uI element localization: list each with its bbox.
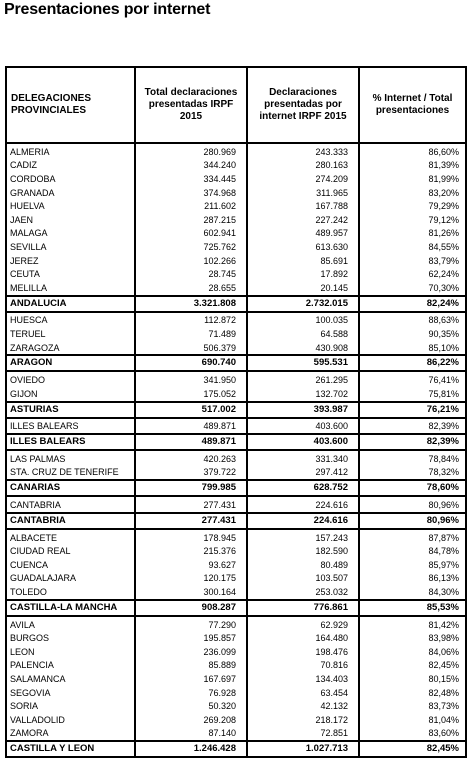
cell-declaraciones-internet: 243.333 (247, 143, 359, 159)
cell-total-declaraciones: 195.857 (135, 631, 247, 645)
table-row (6, 199, 466, 213)
cell-porcentaje-internet: 76,21% (359, 402, 466, 418)
cell-total-declaraciones: 690.740 (135, 355, 247, 371)
cell-total-declaraciones: 236.099 (135, 645, 247, 659)
cell-total-declaraciones: 215.376 (135, 544, 247, 558)
cell-declaraciones-internet: 134.403 (247, 672, 359, 686)
table-row (6, 572, 466, 586)
cell-total-declaraciones: 334.445 (135, 172, 247, 186)
table-row (6, 281, 466, 296)
table-row (6, 418, 466, 435)
cell-delegacion: ALMERIA (6, 143, 135, 159)
cell-declaraciones-internet: 430.908 (247, 341, 359, 356)
cell-delegacion: ZAMORA (6, 727, 135, 742)
table-row (6, 699, 466, 713)
table-row (6, 544, 466, 558)
total-row (6, 402, 466, 418)
cell-declaraciones-internet: 403.600 (247, 434, 359, 450)
cell-porcentaje-internet: 82,48% (359, 686, 466, 700)
cell-porcentaje-internet: 85,53% (359, 600, 466, 616)
cell-total-declaraciones: 277.431 (135, 496, 247, 513)
cell-delegacion: ILLES BALEARS (6, 434, 135, 450)
cell-delegacion: SORIA (6, 699, 135, 713)
cell-declaraciones-internet: 17.892 (247, 267, 359, 281)
cell-porcentaje-internet: 79,29% (359, 199, 466, 213)
cell-declaraciones-internet: 297.412 (247, 466, 359, 481)
cell-delegacion: ILLES BALEARS (6, 418, 135, 435)
cell-declaraciones-internet: 64.588 (247, 327, 359, 341)
cell-declaraciones-internet: 224.616 (247, 496, 359, 513)
cell-total-declaraciones: 280.969 (135, 143, 247, 159)
cell-porcentaje-internet: 83,20% (359, 186, 466, 200)
cell-declaraciones-internet: 253.032 (247, 585, 359, 600)
table-row (6, 267, 466, 281)
cell-total-declaraciones: 269.208 (135, 713, 247, 727)
cell-total-declaraciones: 799.985 (135, 480, 247, 496)
cell-delegacion: VALLADOLID (6, 713, 135, 727)
cell-porcentaje-internet: 81,42% (359, 616, 466, 632)
table-row (6, 327, 466, 341)
cell-delegacion: ZARAGOZA (6, 341, 135, 356)
cell-declaraciones-internet: 489.957 (247, 227, 359, 241)
cell-porcentaje-internet: 84,30% (359, 585, 466, 600)
cell-total-declaraciones: 489.871 (135, 418, 247, 435)
cell-declaraciones-internet: 62.929 (247, 616, 359, 632)
cell-porcentaje-internet: 86,22% (359, 355, 466, 371)
cell-declaraciones-internet: 1.027.713 (247, 741, 359, 757)
cell-porcentaje-internet: 78,60% (359, 480, 466, 496)
cell-declaraciones-internet: 42.132 (247, 699, 359, 713)
header-delegaciones: DELEGACIONES PROVINCIALES (6, 67, 135, 143)
cell-delegacion: OVIEDO (6, 371, 135, 387)
cell-porcentaje-internet: 82,39% (359, 418, 466, 435)
cell-total-declaraciones: 908.287 (135, 600, 247, 616)
total-row (6, 296, 466, 312)
cell-porcentaje-internet: 80,15% (359, 672, 466, 686)
cell-total-declaraciones: 93.627 (135, 558, 247, 572)
cell-delegacion: ANDALUCIA (6, 296, 135, 312)
table-row (6, 496, 466, 513)
cell-delegacion: LEON (6, 645, 135, 659)
cell-declaraciones-internet: 100.035 (247, 312, 359, 328)
cell-declaraciones-internet: 311.965 (247, 186, 359, 200)
cell-declaraciones-internet: 224.616 (247, 513, 359, 529)
table-row (6, 672, 466, 686)
cell-declaraciones-internet: 393.987 (247, 402, 359, 418)
cell-total-declaraciones: 102.266 (135, 254, 247, 268)
table-row (6, 616, 466, 632)
cell-total-declaraciones: 506.379 (135, 341, 247, 356)
cell-total-declaraciones: 28.745 (135, 267, 247, 281)
cell-declaraciones-internet: 218.172 (247, 713, 359, 727)
cell-declaraciones-internet: 261.295 (247, 371, 359, 387)
table-row (6, 143, 466, 159)
table-row (6, 529, 466, 545)
cell-delegacion: CUENCA (6, 558, 135, 572)
cell-porcentaje-internet: 87,87% (359, 529, 466, 545)
cell-delegacion: CANTABRIA (6, 496, 135, 513)
cell-delegacion: SALAMANCA (6, 672, 135, 686)
header-total-declaraciones: Total declaraciones presentadas IRPF 2015 (135, 67, 247, 143)
cell-declaraciones-internet: 331.340 (247, 450, 359, 466)
cell-porcentaje-internet: 86,60% (359, 143, 466, 159)
cell-porcentaje-internet: 82,45% (359, 659, 466, 673)
page-title: Presentaciones por internet (4, 1, 211, 18)
total-row (6, 480, 466, 496)
table-row (6, 172, 466, 186)
cell-declaraciones-internet: 70.816 (247, 659, 359, 673)
cell-declaraciones-internet: 613.630 (247, 240, 359, 254)
cell-delegacion: CORDOBA (6, 172, 135, 186)
total-row (6, 513, 466, 529)
cell-declaraciones-internet: 157.243 (247, 529, 359, 545)
cell-delegacion: SEVILLA (6, 240, 135, 254)
cell-delegacion: HUELVA (6, 199, 135, 213)
cell-porcentaje-internet: 78,84% (359, 450, 466, 466)
cell-delegacion: ALBACETE (6, 529, 135, 545)
cell-porcentaje-internet: 82,45% (359, 741, 466, 757)
table-row (6, 713, 466, 727)
cell-porcentaje-internet: 70,30% (359, 281, 466, 296)
cell-declaraciones-internet: 63.454 (247, 686, 359, 700)
cell-total-declaraciones: 211.602 (135, 199, 247, 213)
cell-total-declaraciones: 112.872 (135, 312, 247, 328)
table-header-row (6, 67, 466, 143)
cell-porcentaje-internet: 83,60% (359, 727, 466, 742)
cell-delegacion: CIUDAD REAL (6, 544, 135, 558)
cell-declaraciones-internet: 628.752 (247, 480, 359, 496)
cell-declaraciones-internet: 85.691 (247, 254, 359, 268)
cell-porcentaje-internet: 90,35% (359, 327, 466, 341)
table-row (6, 659, 466, 673)
cell-total-declaraciones: 1.246.428 (135, 741, 247, 757)
cell-total-declaraciones: 379.722 (135, 466, 247, 481)
cell-porcentaje-internet: 81,26% (359, 227, 466, 241)
cell-porcentaje-internet: 75,81% (359, 387, 466, 402)
cell-porcentaje-internet: 85,97% (359, 558, 466, 572)
table-row (6, 254, 466, 268)
cell-delegacion: ASTURIAS (6, 402, 135, 418)
table-row (6, 727, 466, 742)
cell-porcentaje-internet: 86,13% (359, 572, 466, 586)
total-row (6, 600, 466, 616)
cell-total-declaraciones: 50.320 (135, 699, 247, 713)
cell-total-declaraciones: 277.431 (135, 513, 247, 529)
cell-delegacion: AVILA (6, 616, 135, 632)
cell-delegacion: CANARIAS (6, 480, 135, 496)
cell-total-declaraciones: 725.762 (135, 240, 247, 254)
cell-declaraciones-internet: 20.145 (247, 281, 359, 296)
cell-porcentaje-internet: 84,55% (359, 240, 466, 254)
cell-delegacion: GUADALAJARA (6, 572, 135, 586)
cell-delegacion: MALAGA (6, 227, 135, 241)
total-row (6, 434, 466, 450)
cell-total-declaraciones: 76.928 (135, 686, 247, 700)
table-row (6, 227, 466, 241)
cell-delegacion: TERUEL (6, 327, 135, 341)
cell-delegacion: CASTILLA-LA MANCHA (6, 600, 135, 616)
table-row (6, 213, 466, 227)
cell-declaraciones-internet: 132.702 (247, 387, 359, 402)
table-row (6, 631, 466, 645)
cell-declaraciones-internet: 403.600 (247, 418, 359, 435)
cell-total-declaraciones: 287.215 (135, 213, 247, 227)
cell-total-declaraciones: 77.290 (135, 616, 247, 632)
cell-declaraciones-internet: 2.732.015 (247, 296, 359, 312)
table-row (6, 558, 466, 572)
cell-porcentaje-internet: 85,10% (359, 341, 466, 356)
cell-total-declaraciones: 120.175 (135, 572, 247, 586)
cell-porcentaje-internet: 84,06% (359, 645, 466, 659)
cell-porcentaje-internet: 81,39% (359, 159, 466, 173)
cell-porcentaje-internet: 80,96% (359, 513, 466, 529)
table-row (6, 312, 466, 328)
cell-porcentaje-internet: 62,24% (359, 267, 466, 281)
cell-porcentaje-internet: 88,63% (359, 312, 466, 328)
cell-total-declaraciones: 87.140 (135, 727, 247, 742)
cell-declaraciones-internet: 280.163 (247, 159, 359, 173)
table-row (6, 186, 466, 200)
cell-declaraciones-internet: 164.480 (247, 631, 359, 645)
cell-porcentaje-internet: 76,41% (359, 371, 466, 387)
cell-porcentaje-internet: 79,12% (359, 213, 466, 227)
cell-total-declaraciones: 344.240 (135, 159, 247, 173)
cell-total-declaraciones: 3.321.808 (135, 296, 247, 312)
cell-delegacion: CEUTA (6, 267, 135, 281)
cell-declaraciones-internet: 182.590 (247, 544, 359, 558)
total-row (6, 741, 466, 757)
cell-total-declaraciones: 517.002 (135, 402, 247, 418)
cell-total-declaraciones: 420.263 (135, 450, 247, 466)
table-row (6, 387, 466, 402)
cell-declaraciones-internet: 776.861 (247, 600, 359, 616)
cell-total-declaraciones: 71.489 (135, 327, 247, 341)
cell-total-declaraciones: 602.941 (135, 227, 247, 241)
cell-delegacion: JEREZ (6, 254, 135, 268)
cell-delegacion: SEGOVIA (6, 686, 135, 700)
cell-delegacion: GRANADA (6, 186, 135, 200)
cell-porcentaje-internet: 80,96% (359, 496, 466, 513)
cell-declaraciones-internet: 227.242 (247, 213, 359, 227)
cell-total-declaraciones: 300.164 (135, 585, 247, 600)
cell-delegacion: CASTILLA Y LEON (6, 741, 135, 757)
cell-delegacion: BURGOS (6, 631, 135, 645)
cell-total-declaraciones: 489.871 (135, 434, 247, 450)
cell-porcentaje-internet: 82,39% (359, 434, 466, 450)
cell-delegacion: MELILLA (6, 281, 135, 296)
cell-delegacion: GIJON (6, 387, 135, 402)
cell-declaraciones-internet: 198.476 (247, 645, 359, 659)
cell-delegacion: PALENCIA (6, 659, 135, 673)
cell-delegacion: CADIZ (6, 159, 135, 173)
cell-porcentaje-internet: 81,04% (359, 713, 466, 727)
cell-delegacion: HUESCA (6, 312, 135, 328)
cell-porcentaje-internet: 83,73% (359, 699, 466, 713)
total-row (6, 355, 466, 371)
table-body (6, 143, 466, 757)
table-row (6, 371, 466, 387)
cell-declaraciones-internet: 72.851 (247, 727, 359, 742)
cell-total-declaraciones: 374.968 (135, 186, 247, 200)
table-row (6, 341, 466, 356)
table-row (6, 686, 466, 700)
cell-total-declaraciones: 28.655 (135, 281, 247, 296)
table-row (6, 466, 466, 481)
cell-declaraciones-internet: 274.209 (247, 172, 359, 186)
header-declaraciones-internet: Declaraciones presentadas por internet IRPF 2015 (247, 67, 359, 143)
cell-delegacion: STA. CRUZ DE TENERIFE (6, 466, 135, 481)
cell-total-declaraciones: 175.052 (135, 387, 247, 402)
presentaciones-table (5, 66, 467, 758)
table-row (6, 159, 466, 173)
cell-delegacion: LAS PALMAS (6, 450, 135, 466)
header-porcentaje-internet: % Internet / Total presentaciones (359, 67, 466, 143)
cell-porcentaje-internet: 83,79% (359, 254, 466, 268)
table-row (6, 645, 466, 659)
cell-declaraciones-internet: 80.489 (247, 558, 359, 572)
cell-declaraciones-internet: 595.531 (247, 355, 359, 371)
cell-porcentaje-internet: 83,98% (359, 631, 466, 645)
table-row (6, 450, 466, 466)
cell-porcentaje-internet: 84,78% (359, 544, 466, 558)
cell-delegacion: ARAGON (6, 355, 135, 371)
cell-delegacion: CANTABRIA (6, 513, 135, 529)
cell-declaraciones-internet: 103.507 (247, 572, 359, 586)
cell-porcentaje-internet: 81,99% (359, 172, 466, 186)
cell-delegacion: TOLEDO (6, 585, 135, 600)
cell-total-declaraciones: 167.697 (135, 672, 247, 686)
cell-total-declaraciones: 341.950 (135, 371, 247, 387)
cell-total-declaraciones: 85.889 (135, 659, 247, 673)
table-row (6, 585, 466, 600)
cell-delegacion: JAEN (6, 213, 135, 227)
cell-porcentaje-internet: 78,32% (359, 466, 466, 481)
cell-declaraciones-internet: 167.788 (247, 199, 359, 213)
table-row (6, 240, 466, 254)
cell-total-declaraciones: 178.945 (135, 529, 247, 545)
cell-porcentaje-internet: 82,24% (359, 296, 466, 312)
